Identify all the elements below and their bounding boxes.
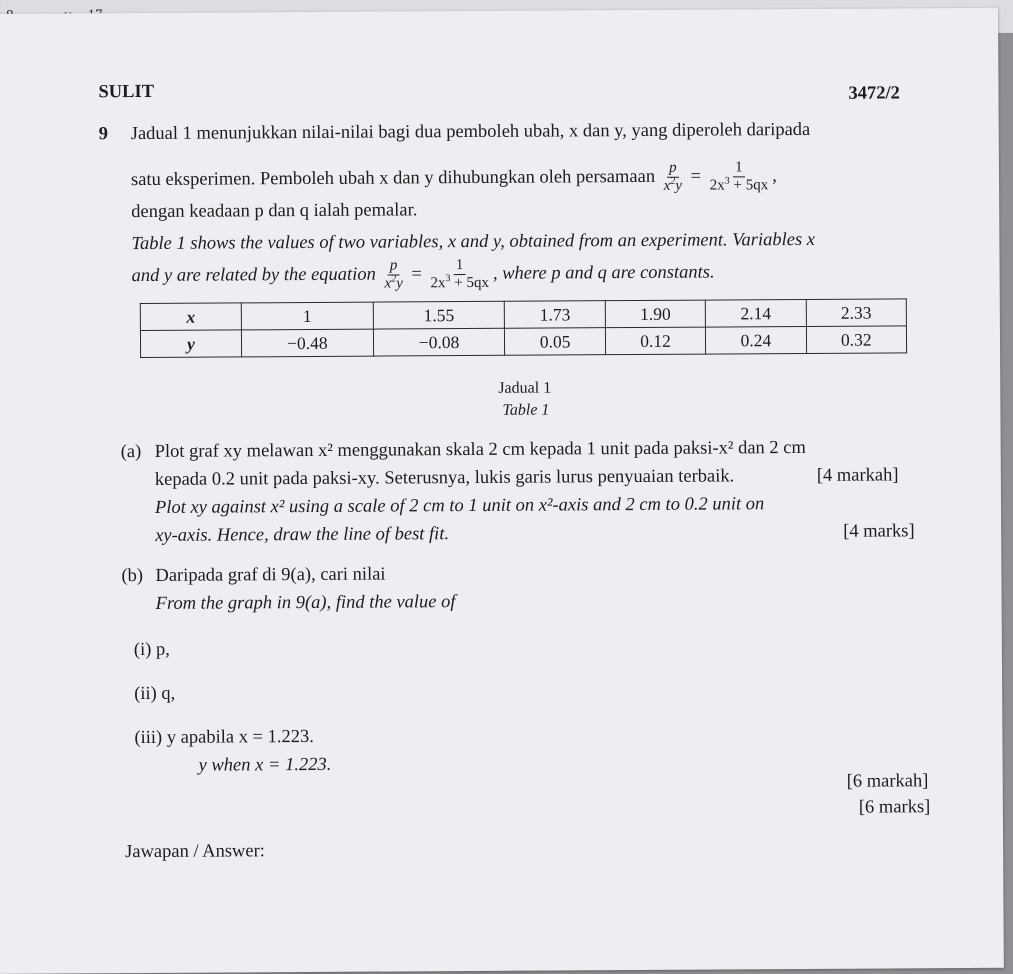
part-a-en-2: xy-axis. Hence, draw the line of best fit.: [155, 524, 450, 546]
equation-lhs: $\frac{p}{x^2y}$: [663, 159, 683, 195]
equation-lhs-en: $\frac{p}{x^2y}$: [384, 257, 403, 292]
table-header-y: y: [140, 330, 241, 358]
equation-rhs-en: $\frac{1}{2x^3 + 5qx}$: [430, 257, 490, 292]
answer-label: Jawapan / Answer:: [125, 841, 265, 863]
table-cell: 1.55: [373, 301, 505, 329]
part-a-ms-2: kepada 0.2 unit pada paksi-xy. Seterusnya, lukis garis lurus penyuaian terbaik.: [154, 466, 735, 490]
question-text-en-2: and y are related by the equation $\frac{p}{x^2y}$ = $\frac{1}{2x^3 + 5qx}$ , where p and q are constants.: [131, 257, 715, 292]
part-b-label: (b): [121, 566, 144, 587]
table-header-x: x: [140, 303, 241, 331]
table-cell: 1.90: [605, 300, 706, 328]
equation-rhs: $\frac{1}{2x^3 + 5qx}$: [709, 159, 769, 194]
part-a-label: (a): [120, 442, 142, 463]
part-a-marks-en: [4 marks]: [843, 521, 915, 542]
table-row-y: [140, 326, 906, 358]
table-cell: 0.32: [806, 326, 907, 354]
question-text-ms-3: dengan keadaan p dan q ialah pemalar.: [131, 200, 418, 223]
part-b-marks-ms: [6 markah]: [846, 771, 929, 792]
table-cell: 2.33: [806, 299, 907, 327]
question-number: 9: [98, 124, 109, 145]
exam-page: [0, 8, 1004, 974]
question-text-en-1: Table 1 shows the values of two variables, x and y, obtained from an experiment. Variables x: [131, 229, 816, 255]
table-cell: 0.05: [505, 328, 606, 356]
table-cell: 2.14: [705, 299, 806, 327]
table-cell: 0.24: [706, 326, 807, 354]
table-cell: 1: [241, 302, 373, 330]
part-b-ms: Daripada graf di 9(a), cari nilai: [155, 564, 386, 586]
data-table: [140, 298, 907, 358]
part-b-iii-ms: (iii) y apabila x = 1.223.: [134, 726, 314, 749]
paper-code: 3472/2: [848, 83, 900, 104]
question-text-ms-2: satu eksperimen. Pemboleh ubah x dan y dihubungkan oleh persamaan $\frac{p}{x^2y}$ = $\frac{1}{2x^3 + 5qx}$ ,: [130, 159, 777, 195]
table-cell: −0.08: [373, 328, 505, 356]
question-text-ms-1: Jadual 1 menunjukkan nilai-nilai bagi dua pemboleh ubah, x dan y, yang diperoleh daripada: [130, 119, 811, 145]
part-a-en-1: Plot xy against x² using a scale of 2 cm to 1 unit on x²-axis and 2 cm to 0.2 unit on: [154, 494, 765, 518]
table-caption-en: Table 1: [502, 401, 550, 419]
part-b-ii: (ii) q,: [134, 683, 176, 705]
part-b-en: From the graph in 9(a), find the value of: [155, 592, 456, 614]
table-caption-ms: Jadual 1: [498, 379, 552, 397]
table-cell: 1.73: [505, 301, 606, 329]
part-b-iii-en: y when x = 1.223.: [198, 754, 332, 776]
part-a-marks-ms: [4 markah]: [816, 465, 899, 486]
part-a-ms-1: Plot graf xy melawan x² menggunakan skala 2 cm kepada 1 unit pada paksi-x² dan 2 cm: [154, 437, 806, 462]
part-b-i: (i) p,: [133, 639, 170, 661]
sulit-label: SULIT: [98, 81, 155, 103]
table-cell: 0.12: [605, 327, 706, 355]
table-cell: −0.48: [241, 329, 373, 357]
part-b-marks-en: [6 marks]: [858, 797, 931, 818]
